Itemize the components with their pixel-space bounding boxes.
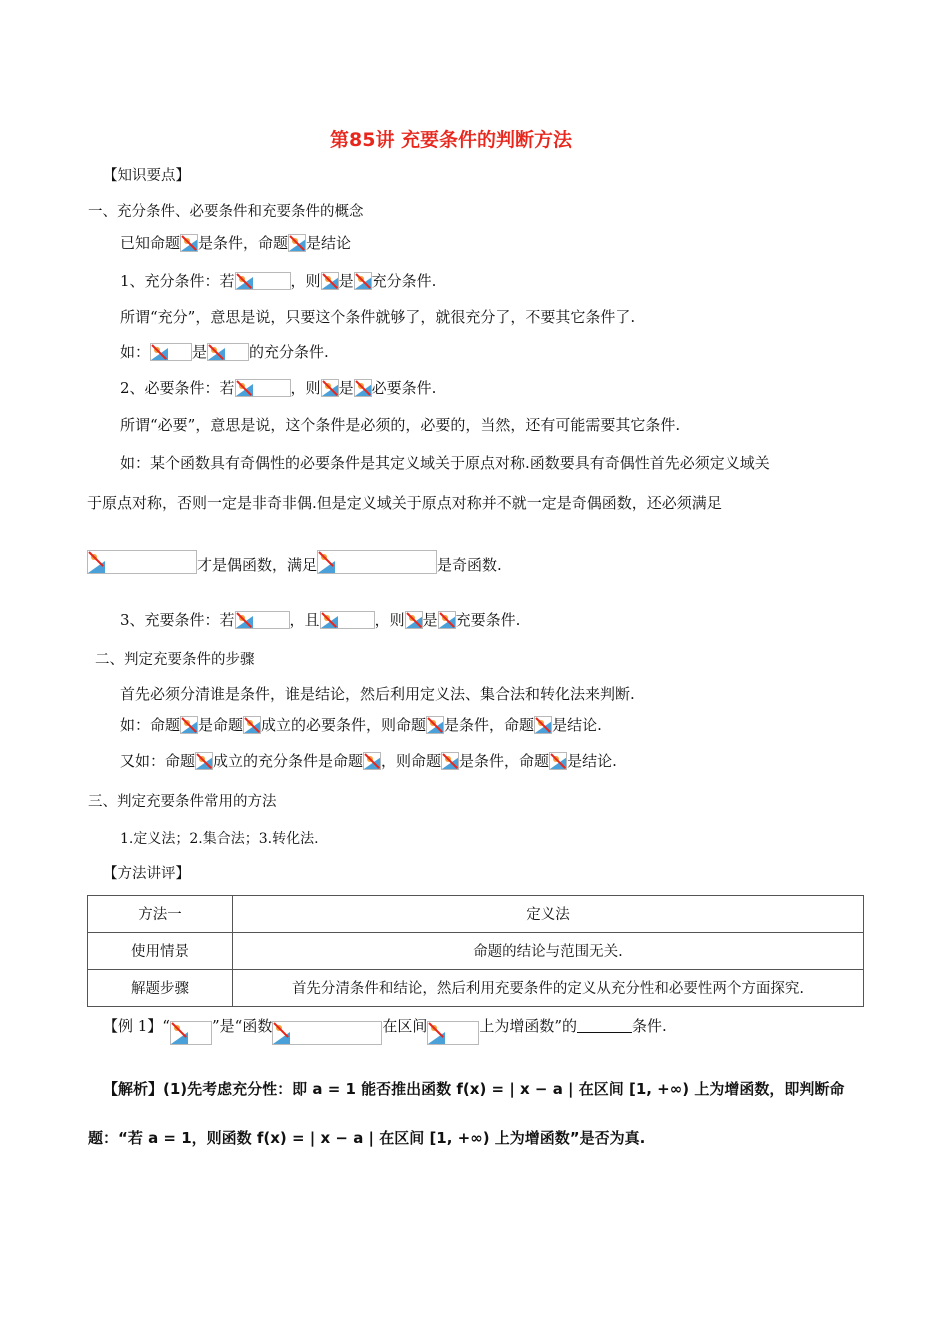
image-placeholder-icon [195, 752, 213, 770]
image-placeholder-icon [207, 343, 249, 361]
image-placeholder-icon [427, 1021, 479, 1045]
table-row [88, 933, 864, 970]
image-placeholder-icon [534, 716, 552, 734]
line-iff: 3、充要条件：若 ，且 ，则 是 充要条件. [120, 611, 521, 629]
image-placeholder-icon [272, 1021, 382, 1045]
section-2-line2: 如：命题 是命题 成立的必要条件，则命题 是条件，命题 是结论. [120, 716, 602, 734]
table-cell: 命题的结论与范围无关. [233, 933, 864, 970]
image-placeholder-icon [235, 272, 291, 290]
sufficient-note: 所谓“充分”，意思是说，只要这个条件就够了，就很充分了，不要其它条件了. [120, 308, 636, 326]
image-placeholder-icon [354, 272, 372, 290]
necessary-example-line3: 才是偶函数，满足 是奇函数. [87, 550, 502, 575]
necessary-example-line1: 如：某个函数具有奇偶性的必要条件是其定义域关于原点对称.函数要具有奇偶性首先必须定义域关 [120, 454, 770, 472]
method-table [87, 895, 864, 1007]
necessary-note: 所谓“必要”，意思是说，这个条件是必须的，必要的，当然，还有可能需要其它条件. [120, 416, 681, 434]
image-placeholder-icon [321, 272, 339, 290]
image-placeholder-icon [320, 611, 375, 629]
image-placeholder-icon [426, 716, 444, 734]
image-placeholder-icon [363, 752, 381, 770]
image-placeholder-icon [235, 611, 290, 629]
line-given: 已知命题 是条件，命题 是结论 [120, 234, 352, 252]
section-3-heading: 三、判定充要条件常用的方法 [88, 794, 277, 810]
section-2-line1: 首先必须分清谁是条件，谁是结论，然后利用定义法、集合法和转化法来判断. [120, 685, 635, 703]
heading-knowledge: 【知识要点】 [103, 168, 190, 184]
image-placeholder-icon [87, 550, 197, 574]
image-placeholder-icon [405, 611, 423, 629]
image-placeholder-icon [288, 234, 306, 252]
image-placeholder-icon [354, 379, 372, 397]
table-row [88, 896, 864, 933]
image-placeholder-icon [549, 752, 567, 770]
table-cell: 方法一 [88, 896, 233, 933]
table-cell: 定义法 [233, 896, 864, 933]
image-placeholder-icon [438, 611, 456, 629]
heading-method: 【方法讲评】 [103, 866, 190, 882]
section-2-heading: 二、判定充要条件的步骤 [95, 652, 255, 668]
image-placeholder-icon [441, 752, 459, 770]
solution-line2: 题：“若 a = 1，则函数 f(x) = | x − a | 在区间 [1, +∞) 上为增函数”是否为真. [88, 1129, 646, 1147]
section-2-line3: 又如：命题 成立的充分条件是命题 ，则命题 是条件，命题 是结论. [120, 752, 617, 770]
table-row [88, 970, 864, 1007]
image-placeholder-icon [243, 716, 261, 734]
image-placeholder-icon [150, 343, 192, 361]
image-placeholder-icon [170, 1021, 212, 1045]
image-placeholder-icon [321, 379, 339, 397]
image-placeholder-icon [180, 716, 198, 734]
line-sufficient: 1、充分条件：若 ，则 是 充分条件. [120, 272, 437, 290]
image-placeholder-icon [235, 379, 291, 397]
table-cell: 首先分清条件和结论，然后利用充要条件的定义从充分性和必要性两个方面探究. [233, 970, 864, 1007]
image-placeholder-icon [317, 550, 437, 574]
section-3-line1: 1.定义法；2.集合法；3.转化法. [120, 831, 319, 847]
page-title: 第85讲 充要条件的判断方法 [330, 129, 573, 151]
table-cell: 解题步骤 [88, 970, 233, 1007]
sufficient-example: 如： 是 的充分条件. [120, 343, 329, 361]
section-1-heading: 一、充分条件、必要条件和充要条件的概念 [88, 204, 364, 220]
image-placeholder-icon [180, 234, 198, 252]
example-1: 【例 1】“ ”是“函数 在区间 上为增函数”的 条件. [103, 1015, 667, 1045]
table-cell: 使用情景 [88, 933, 233, 970]
solution-line1: 【解析】(1)先考虑充分性：即 a = 1 能否推出函数 f(x) = | x − a | 在区间 [1, +∞) 上为增函数，即判断命 [103, 1080, 845, 1098]
line-necessary: 2、必要条件：若 ，则 是 必要条件. [120, 379, 437, 397]
answer-blank[interactable] [577, 1018, 632, 1033]
necessary-example-line2: 于原点对称，否则一定是非奇非偶.但是定义域关于原点对称并不就一定是奇偶函数，还必须满足 [87, 494, 722, 512]
